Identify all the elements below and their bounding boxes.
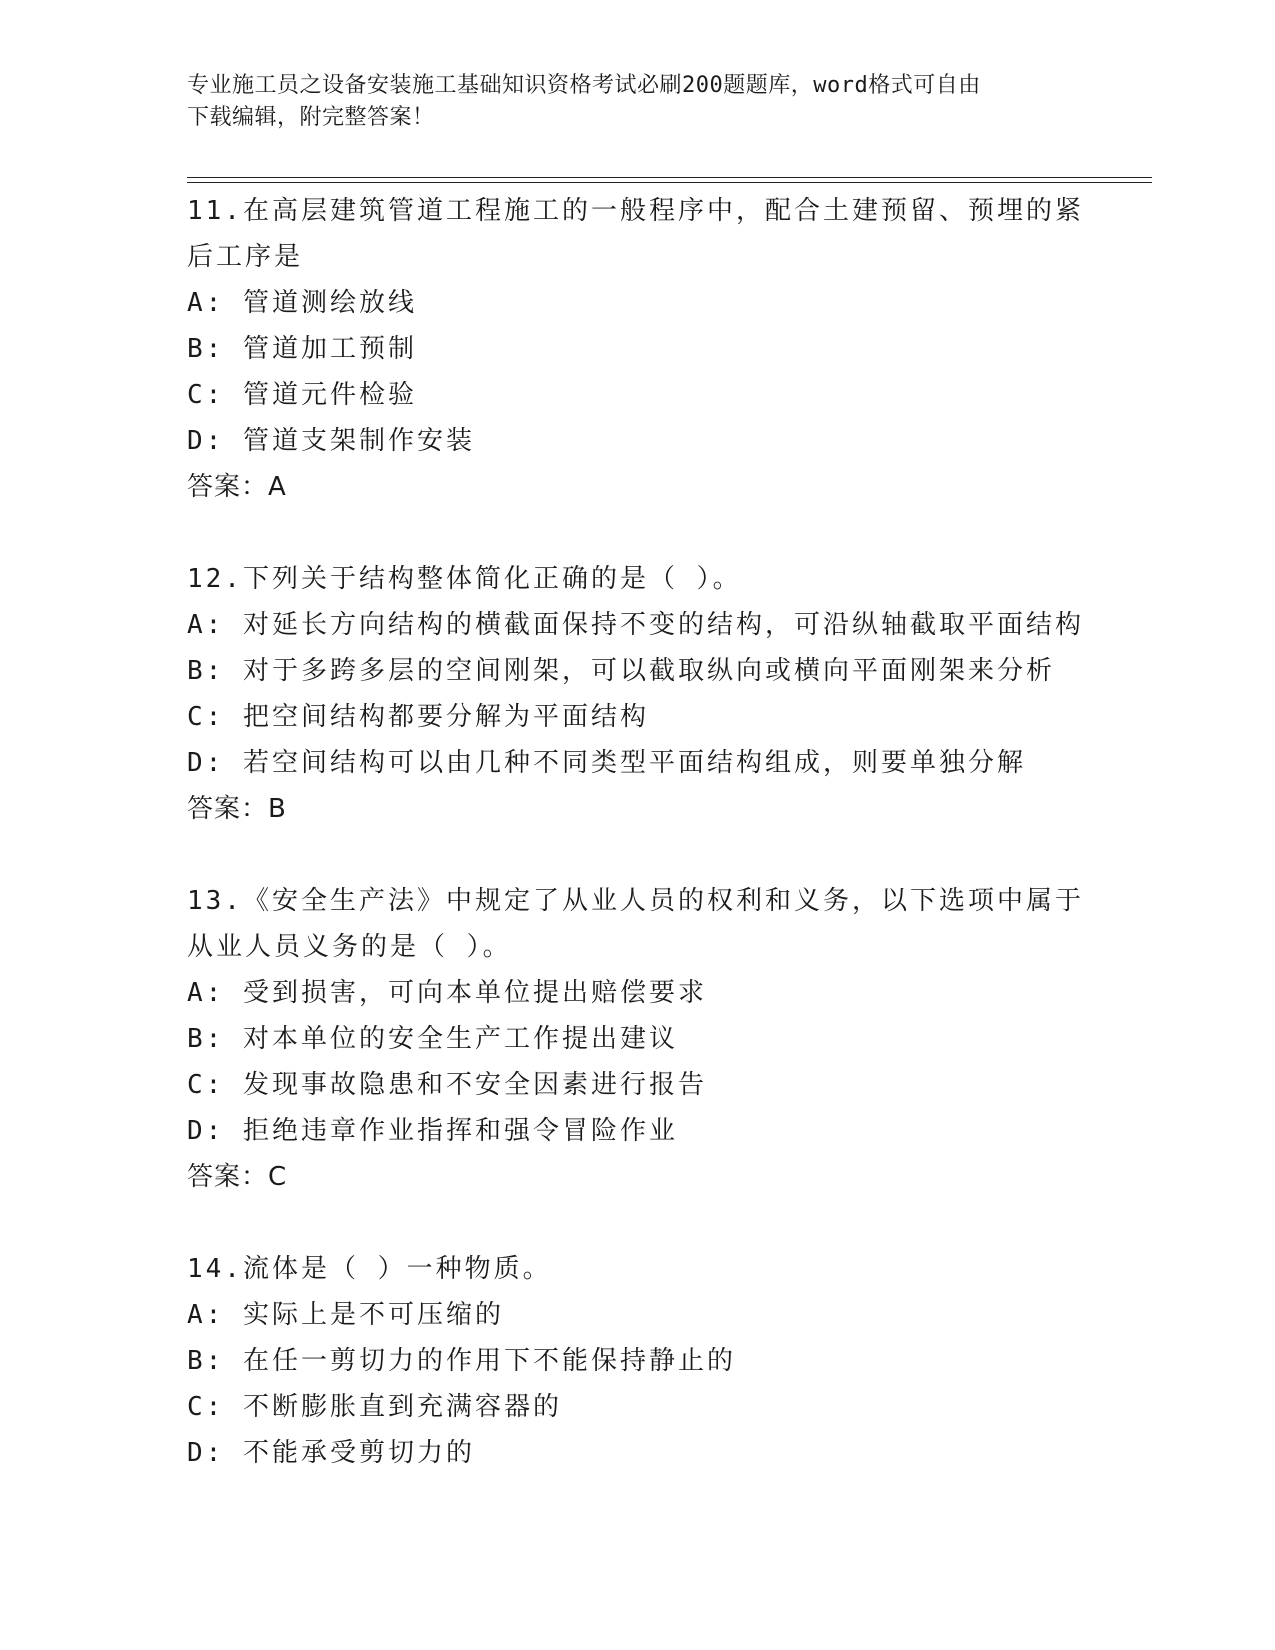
option-c: C: 管道元件检验 [187, 380, 417, 410]
question-stem: 从业人员义务的是（ ）。 [187, 932, 512, 962]
option-a: A: 对延长方向结构的横截面保持不变的结构，可沿纵轴截取平面结构 [187, 610, 1084, 640]
header-line-2: 下载编辑，附完整答案！ [187, 105, 435, 130]
option-d: D: 不能承受剪切力的 [187, 1438, 475, 1468]
header-divider-top [187, 177, 1152, 178]
option-a: A: 受到损害，可向本单位提出赔偿要求 [187, 978, 707, 1008]
option-c: C: 不断膨胀直到充满容器的 [187, 1392, 562, 1422]
header-line-1: 专业施工员之设备安装施工基础知识资格考试必刷200题题库，word格式可自由 [187, 73, 981, 98]
option-d: D: 拒绝违章作业指挥和强令冒险作业 [187, 1116, 678, 1146]
question-stem: 13.《安全生产法》中规定了从业人员的权利和义务，以下选项中属于 [187, 886, 1084, 916]
option-c: C: 把空间结构都要分解为平面结构 [187, 702, 649, 732]
answer-line: 答案：B [187, 794, 287, 824]
option-d: D: 管道支架制作安装 [187, 426, 475, 456]
option-b: B: 对本单位的安全生产工作提出建议 [187, 1024, 678, 1054]
option-b: B: 对于多跨多层的空间刚架，可以截取纵向或横向平面刚架来分析 [187, 656, 1055, 686]
question-list [187, 188, 1152, 1522]
document-header [187, 70, 1067, 134]
question-13 [187, 878, 1152, 1200]
question-11 [187, 188, 1152, 510]
option-b: B: 在任一剪切力的作用下不能保持静止的 [187, 1346, 736, 1376]
question-14 [187, 1246, 1152, 1476]
question-12 [187, 556, 1152, 832]
option-a: A: 管道测绘放线 [187, 288, 417, 318]
question-stem: 后工序是 [187, 242, 304, 272]
option-c: C: 发现事故隐患和不安全因素进行报告 [187, 1070, 707, 1100]
header-divider-bottom [187, 182, 1152, 183]
option-b: B: 管道加工预制 [187, 334, 417, 364]
option-a: A: 实际上是不可压缩的 [187, 1300, 504, 1330]
answer-line: 答案：A [187, 472, 287, 502]
question-stem: 11.在高层建筑管道工程施工的一般程序中，配合土建预留、预埋的紧 [187, 196, 1084, 226]
question-stem: 12.下列关于结构整体简化正确的是（ ）。 [187, 564, 742, 594]
option-d: D: 若空间结构可以由几种不同类型平面结构组成，则要单独分解 [187, 748, 1026, 778]
answer-line: 答案：C [187, 1162, 288, 1192]
question-stem: 14.流体是（ ）一种物质。 [187, 1254, 552, 1284]
